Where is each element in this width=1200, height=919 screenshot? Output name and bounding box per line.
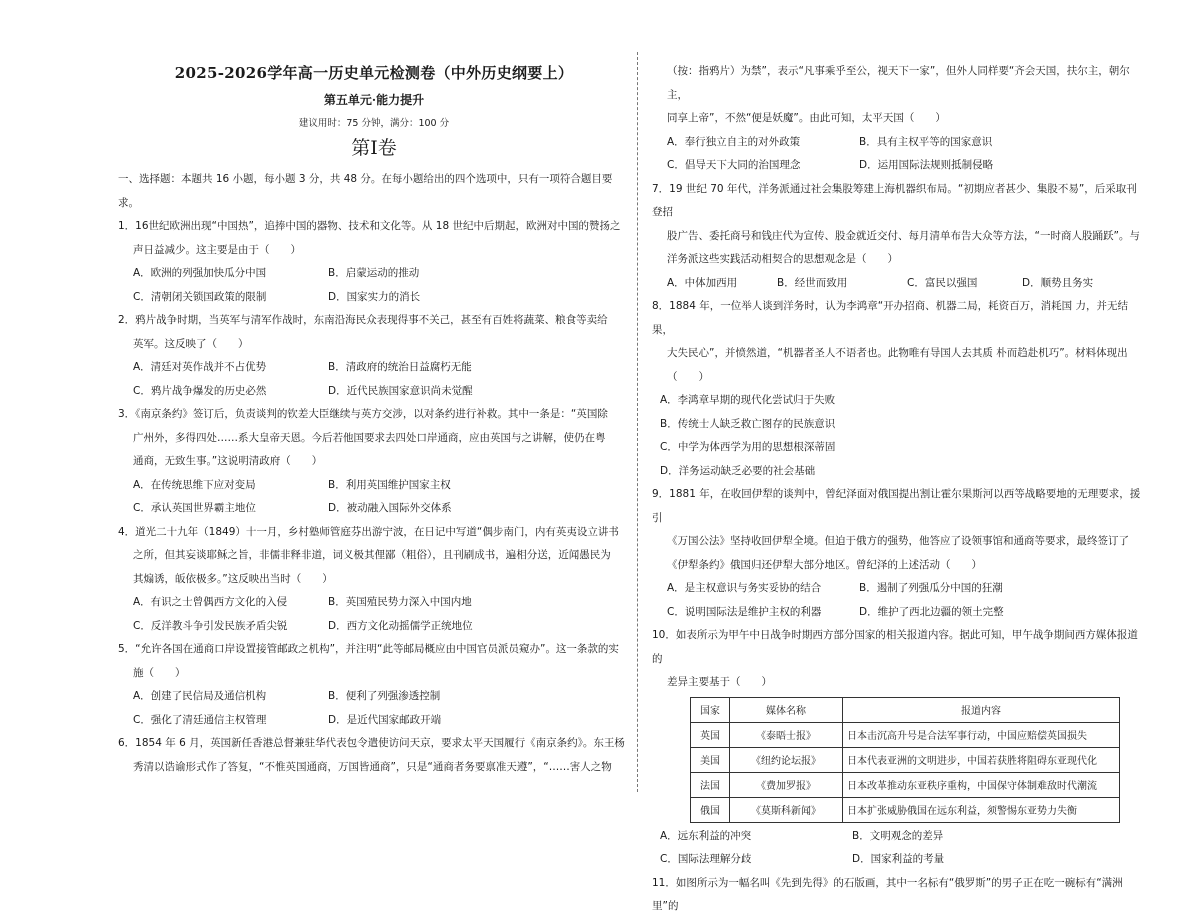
option-c[interactable]: C．承认英国世界霸主地位 [133,502,256,514]
option-b[interactable]: B．文明观念的差异 [852,829,944,842]
option-b[interactable]: B．遏制了列强瓜分中国的狂潮 [859,582,1003,594]
question-5 [118,638,630,732]
question-text: 差异主要基于（ ） [667,676,772,688]
answer-options [652,272,1142,296]
question-8 [652,295,1142,483]
question-text: 1．16世纪欧洲出现“中国热”，追捧中国的器物、技术和文化等。从 18 世纪中后期起，欧洲对中国的赞扬之 [118,220,621,232]
cell-media: 《泰晤士报》 [730,722,843,747]
question-text: 英军。这反映了（ ） [133,337,249,350]
question-text: 股广告、委托商号和钱庄代为宣传、股金就近交付、每月清单布告大众等方法，“一时商人股踊跃”。与 [667,229,1140,242]
exam-meta: 建议用时：75 分钟，满分：100 分 [298,118,450,129]
question-text: 秀清以诰谕形式作了答复，“不惟英国通商，万国皆通商”，只是“通商者务要禀准天遵”，“……害人之物 [133,760,612,773]
option-c[interactable]: C．反洋教斗争引发民族矛盾尖锐 [133,619,288,632]
cell-content: 日本改革推动东亚秩序重构，中国保守体制难敌时代潮流 [843,772,1120,797]
question-text: 5．“允许各国在通商口岸设置接管邮政之机构”，并注明“此等邮局概应由中国官员派员窥办”。这一条款的实 [118,643,619,655]
option-d[interactable]: D．被动融入国际外交体系 [328,502,452,514]
column-header-country: 国家 [691,697,730,722]
media-report-table [690,697,1120,823]
question-text: 之所，但其妄谈耶稣之旨，非儒非释非道，词义极其俚鄙（粗俗），且刊刷成书，遍相分送，近闻愚民为 [133,549,611,561]
question-text: （按：指鸦片）为禁”，表示“凡事乘乎至公，视天下一家”，但外人同样要“齐会天国，扶尔主，朝尔主， [667,65,1130,101]
section-intro-line: 一、选择题：本题共 16 小题，每小题 3 分，共 48 分。在每小题给出的四个选项中，只有一项符合题目要 [118,173,613,185]
option-d[interactable]: D．运用国际法规则抵制侵略 [859,159,994,171]
option-c[interactable]: C．富民以强国 [907,276,978,289]
table-row [691,772,1120,797]
option-a[interactable]: A．奉行独立自主的对外政策 [667,135,801,148]
answer-options [118,474,630,521]
option-c[interactable]: C．强化了清廷通信主权管理 [133,713,267,726]
question-text: 洋务派这些实践活动相契合的思想观念是（ ） [667,253,898,265]
section-intro [118,168,630,215]
option-b[interactable]: B．清政府的统治日益腐朽无能 [328,361,472,373]
exam-subtitle: 第五单元·能力提升 [323,93,425,107]
cell-media: 《纽约论坛报》 [730,747,843,772]
table-row [691,747,1120,772]
option-c[interactable]: C．鸦片战争爆发的历史必然 [133,384,267,397]
cell-media: 《费加罗报》 [730,772,843,797]
option-a[interactable]: A．李鸿章早期的现代化尝试归于失败 [660,394,836,406]
option-d[interactable]: D．近代民族国家意识尚未觉醒 [328,384,473,397]
option-c[interactable]: C．中学为体西学为用的思想根深蒂固 [660,441,836,453]
question-text: 6．1854 年 6 月，英国新任香港总督兼驻华代表包令遣使访问天京，要求太平天国履行《南京条约》。东王杨 [118,737,625,749]
table-row [691,797,1120,822]
option-a[interactable]: A．是主权意识与务实妥协的结合 [667,582,822,594]
question-9 [652,483,1142,624]
question-text: 声日益减少。这主要是由于（ ） [133,243,301,256]
option-b[interactable]: B．传统士人缺乏救亡图存的民族意识 [660,417,836,430]
question-2 [118,309,630,403]
answer-options [118,685,630,732]
question-text: 4．道光二十九年（1849）十一月，乡村塾师管庭芬出游宁波，在日记中写道“偶步南门，内有英夷设立讲书 [118,525,619,538]
table-header-row [691,697,1120,722]
option-a[interactable]: A．在传统思维下应对变局 [133,478,256,491]
answer-options [652,131,1142,178]
cell-content: 日本代表亚洲的文明进步，中国若获胜将阻碍东亚现代化 [843,747,1120,772]
cell-country: 俄国 [691,797,730,822]
cell-country: 英国 [691,722,730,747]
answer-options [652,577,1142,624]
section-intro-line: 求。 [118,196,139,209]
cell-country: 美国 [691,747,730,772]
answer-options [118,591,630,638]
option-d[interactable]: D．西方文化动摇儒学正统地位 [328,619,473,632]
option-a[interactable]: A．中体加西用 [667,276,738,289]
table-row [691,722,1120,747]
answer-options [118,262,630,309]
question-text: 通商，无致生事。”这说明清政府（ ） [133,455,323,467]
cell-content: 日本击沉高升号是合法军事行动，中国应赔偿英国损失 [843,722,1120,747]
question-text: 广州外，多得四处……系大皇帝天恩。今后若他国要求去四处口岸通商，应由英国与之讲解，使仍在粤 [133,431,606,444]
question-text: （ ） [667,370,709,383]
question-text: 8．1884 年，一位举人谈到洋务时，认为李鸿章“开办招商、机器二局，耗资百万，消耗国 力，并无结果， [652,300,1129,336]
question-1 [118,215,630,309]
question-text: 大失民心”，并愤然道，“机器者圣人不语者也。此物唯有导国人去其质 朴而趋赴机巧”。材料体现出 [667,347,1128,359]
option-a[interactable]: A．创建了民信局及通信机构 [133,690,267,702]
option-d[interactable]: D．顺势且务实 [1022,276,1094,289]
answer-options [652,389,1142,483]
question-text: 《万国公法》坚持收回伊犁全境。但迫于俄方的强势，他答应了设领事馆和通商等要求，最终签订了 [667,535,1129,547]
column-header-content: 报道内容 [843,697,1120,722]
question-text: 9．1881 年，在收回伊犁的谈判中，曾纪泽面对俄国提出割让霍尔果斯河以西等战略要地的无理要求，援引 [652,488,1141,524]
option-c[interactable]: C．倡导天下大同的治国理念 [667,159,801,171]
question-text: 施（ ） [133,666,186,679]
question-text: 11．如图所示为一幅名叫《先到先得》的石版画，其中一名标有“俄罗斯”的男子正在吃一碗标有“满洲里”的 [652,876,1123,912]
option-c[interactable]: C．国际法理解分歧 [660,853,752,865]
volume-heading: 第Ⅰ卷 [351,137,397,159]
option-d[interactable]: D．洋务运动缺乏必要的社会基础 [660,464,816,477]
cell-country: 法国 [691,772,730,797]
cell-media: 《莫斯科新闻》 [730,797,843,822]
option-b[interactable]: B．英国殖民势力深入中国内地 [328,596,472,608]
option-a[interactable]: A．欧洲的列强加快瓜分中国 [133,267,267,279]
option-a[interactable]: A．远东利益的冲突 [660,829,752,842]
option-b[interactable]: B．具有主权平等的国家意识 [859,135,993,148]
option-d[interactable]: D．国家利益的考量 [852,853,945,865]
option-b[interactable]: B．启蒙运动的推动 [328,267,420,279]
option-d[interactable]: D．维护了西北边疆的领土完整 [859,605,1004,618]
question-10 [652,624,1142,872]
question-7 [652,178,1142,296]
option-d[interactable]: D．国家实力的消长 [328,290,421,303]
question-3 [118,403,630,521]
question-text: 3．《南京条约》签订后，负责谈判的钦差大臣继续与英方交涉，以对条约进行补救。其中一条是：“英国除 [118,408,608,420]
question-text: 《伊犁条约》俄国归还伊犁大部分地区。曾纪泽的上述活动（ ） [667,558,982,571]
answer-options [652,825,1142,872]
left-column [118,58,630,779]
cell-content: 日本扩张威胁俄国在远东利益，须警惕东亚势力失衡 [843,797,1120,822]
option-d[interactable]: D．是近代国家邮政开端 [328,713,442,726]
column-header-media: 媒体名称 [730,697,843,722]
question-text: 其煽诱，皈依极多。”这反映出当时（ ） [133,572,333,585]
exam-title: 2025-2026学年高一历史单元检测卷（中外历史纲要上） [174,64,574,82]
option-c[interactable]: C．说明国际法是维护主权的利器 [667,605,822,618]
column-divider [637,52,638,792]
option-a[interactable]: A．有识之士曾偶西方文化的入侵 [133,596,288,608]
question-text: 10．如表所示为甲午中日战争时期西方部分国家的相关报道内容。据此可知，甲午战争期间西方媒体报道的 [652,629,1138,665]
option-b[interactable]: B．便利了列强渗透控制 [328,690,441,702]
question-text: 同享上帝”，不然“便是妖魔”。由此可知，太平天国（ ） [667,112,946,124]
question-text: 7．19 世纪 70 年代，洋务派通过社会集股筹建上海机器织布局。“初期应者甚少、集股不易”，后采取刊登招 [652,182,1137,218]
option-a[interactable]: A．清廷对英作战并不占优势 [133,361,267,373]
question-4 [118,521,630,639]
right-column [652,60,1142,919]
question-11 [652,872,1142,919]
answer-options [118,356,630,403]
question-6-continued [652,60,1142,178]
option-b[interactable]: B．利用英国维护国家主权 [328,478,451,491]
question-text: 2．鸦片战争时期，当英军与清军作战时，东南沿海民众表现得事不关己，甚至有百姓将蔬菜、粮食等卖给 [118,314,608,326]
option-b[interactable]: B．经世而致用 [777,276,848,289]
option-c[interactable]: C．清朝闭关锁国政策的限制 [133,290,267,303]
question-6 [118,732,630,779]
